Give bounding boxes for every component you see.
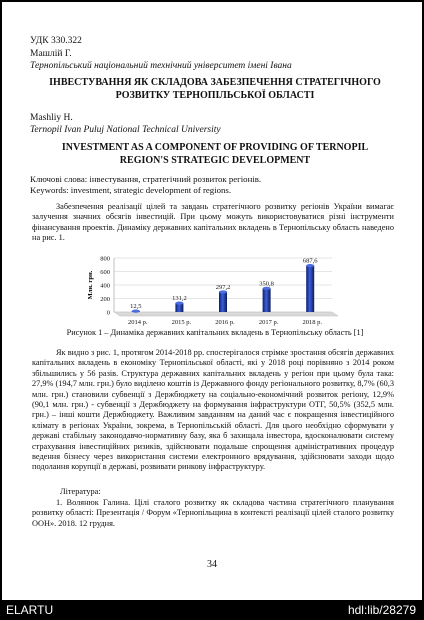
author-ua: Машлій Г. [30, 49, 72, 59]
affiliation-en: Ternopil Ivan Puluj National Technical University [30, 125, 221, 135]
title-ua-line-1: ІНВЕСТУВАННЯ ЯК СКЛАДОВА ЗАБЕЗПЕЧЕННЯ СТРАТЕГІЧНОГО [49, 77, 381, 88]
author-en: Mashliy H. [30, 113, 73, 123]
data-label: 687,6 [302, 257, 318, 265]
bar [219, 292, 227, 312]
data-label: 297,2 [215, 283, 231, 291]
figure-caption: Рисунок 1 – Динаміка державних капітальних вкладень в Тернопільську область [1] [66, 328, 364, 337]
chart-floor [114, 312, 338, 316]
references-heading: Література: [60, 487, 101, 496]
data-label: 131,2 [172, 295, 187, 303]
body-paragraph: Як видно з рис. 1, протягом 2014-2018 рр. спостерігалося стрімке зростання обсягів державних капітальних вкладень в економіку Тернопільської області, які у 2018 році порівняно з 2014 роком збільшились у 56 разів. Структура державних капітальних вкладень у регіон при цьому була така: 27,9% (194,7 млн. грн.) було виділено коштів із Державного фонду регіонального розвитку, 8,7% (60,3 млн. грн.) становили субвенції з Держбюджету на соціально-економічний розвиток регіону, 12,9% (90,1 млн. грн.) - субвенції з Держбюджету на формування інфраструктури ОТГ, 50,5% (352,5 млн. грн.) – інші кошти Держбюджету. Важливим завданням на даний час є покращення інвестиційного клімату в регіонах України, зокрема, в Тернопільській області. Для цього необхідно сформувати у державі стабільну законодавчо-нормативну базу, яка б захищала інвестора, вдосконалювати систему страхування інвестиційних ризиків, здійснювати подальше спрощення адміністративних процедур ведення бізнесу через використання системи електронного врядування, здійснювати заходи щодо подолання корупції в державі, розвивати ринкову інфраструктуру. [32, 348, 394, 472]
title-en-line-2: REGION'S STRATEGIC DEVELOPMENT [119, 155, 311, 166]
bar [306, 266, 314, 312]
y-tick-label: 800 [100, 255, 110, 263]
y-tick-label: 200 [100, 296, 110, 303]
page-number: 34 [207, 559, 217, 570]
title-en-line-1: INVESTMENT AS A COMPONENT OF PROVIDING OF TERNOPIL [61, 142, 369, 153]
affiliation-ua: Тернопільський національний технічний університет імені Івана [30, 61, 292, 71]
title-ua-line-2: РОЗВИТКУ ТЕРНОПІЛЬСЬКОЇ ОБЛАСТІ [115, 90, 315, 101]
x-tick-label: 2015 р. [171, 319, 192, 326]
keywords-en: Keywords: investment, strategic development of regions. [30, 185, 232, 195]
x-tick-label: 2017 р. [258, 319, 279, 326]
y-axis-label: Млн. грн. [87, 270, 94, 300]
bar [263, 288, 271, 312]
x-tick-label: 2014 р. [128, 319, 148, 326]
y-tick-label: 0 [106, 309, 110, 317]
document-page [2, 2, 422, 600]
footer-left-label: ELARTU [6, 603, 54, 617]
bar-chart [2, 252, 422, 332]
x-tick-label: 2016 р. [215, 319, 235, 326]
y-tick-label: 600 [100, 269, 110, 276]
footer-bar [0, 600, 424, 620]
reference-item: 1. Волянюк Галина. Цілі сталого розвитку як складова частина стратегічного планування розвитку області: Презентація / Форум «Тернопільщина в контексті реалізації цілей сталого розвитку ООН». 2018. 12 грудня. [32, 498, 394, 528]
y-tick-label: 400 [100, 282, 110, 290]
data-label: 350,8 [259, 280, 274, 288]
intro-paragraph: Забезпечення реалізації цілей та завдань стратегічного розвитку регіонів України вимагає залучення значних обсягів інвестицій. При цьому можуть використовуватися різні інструменти фінансування проектів. Динаміку державних капітальних вкладень в Тернопільську область наведено на рис. 1. [32, 202, 394, 243]
data-label: 12,5 [130, 303, 142, 311]
keywords-ua: Ключові слова: інвестування, стратегічний розвиток регіонів. [30, 174, 262, 184]
x-tick-label: 2018 р. [302, 319, 322, 326]
udc-code: УДК 330.322 [30, 36, 82, 46]
footer-handle: hdl:lib/28279 [347, 603, 416, 617]
